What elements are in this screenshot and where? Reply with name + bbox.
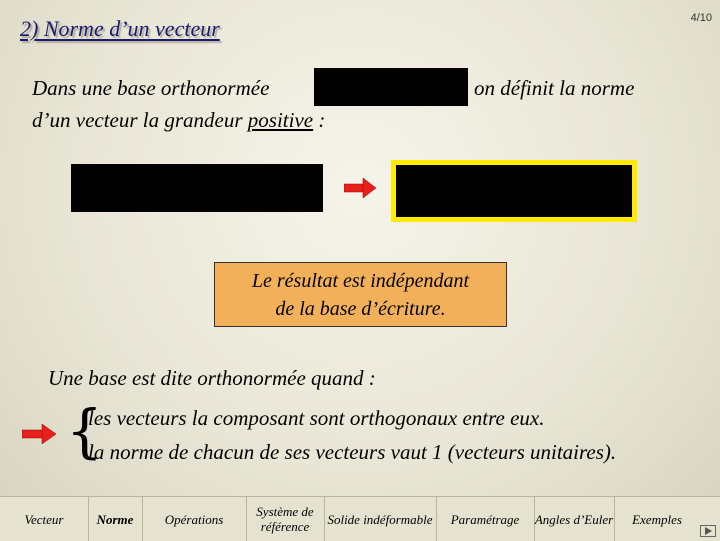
- arrow-right-icon: [344, 178, 376, 198]
- nav-solide-indeformable[interactable]: Solide indéformable: [324, 497, 437, 541]
- page-number: 4/10: [690, 12, 712, 24]
- intro-line2-start: d’un vecteur la grandeur: [32, 108, 248, 132]
- intro-line2: [32, 104, 325, 136]
- nav-operations[interactable]: Opérations: [142, 497, 247, 541]
- nav-angles-euler[interactable]: Angles d’Euler: [534, 497, 615, 541]
- result-line1: Le résultat est indépendant: [251, 270, 470, 292]
- norm-result-box: [391, 160, 637, 222]
- nav-vecteur[interactable]: Vecteur: [0, 497, 89, 541]
- definition-text: Une base est dite orthonormée quand :: [48, 366, 376, 390]
- redacted-formula-left: [71, 164, 323, 212]
- nav-norme[interactable]: Norme: [88, 497, 143, 541]
- redacted-formula-right: [396, 165, 632, 217]
- intro-line1-end: on définit la norme: [474, 76, 635, 100]
- bullet-orthogonal: les vecteurs la composant sont orthogonaux entre eux.: [88, 406, 545, 430]
- result-line2: de la base d’écriture.: [275, 298, 446, 320]
- bullet-arrow-icon: [22, 424, 56, 444]
- navigation-bar: [0, 496, 720, 541]
- intro-positive: positive: [247, 108, 314, 132]
- slide-title: 2) Norme d’un vecteur: [20, 16, 220, 41]
- redacted-formula-base: [314, 68, 468, 106]
- intro-line2-end: :: [313, 108, 326, 132]
- nav-exemples[interactable]: Exemples: [632, 511, 682, 527]
- curly-brace-icon: {: [66, 397, 103, 465]
- nav-parametrage[interactable]: Paramétrage: [436, 497, 535, 541]
- intro-line1: Dans une base orthonormée: [32, 76, 270, 100]
- nav-systeme-reference[interactable]: Système de référence: [246, 497, 325, 541]
- bullet-unit: la norme de chacun de ses vecteurs vaut 1 (vecteurs unitaires).: [88, 440, 617, 464]
- result-box: [214, 262, 507, 327]
- play-icon[interactable]: [700, 525, 716, 537]
